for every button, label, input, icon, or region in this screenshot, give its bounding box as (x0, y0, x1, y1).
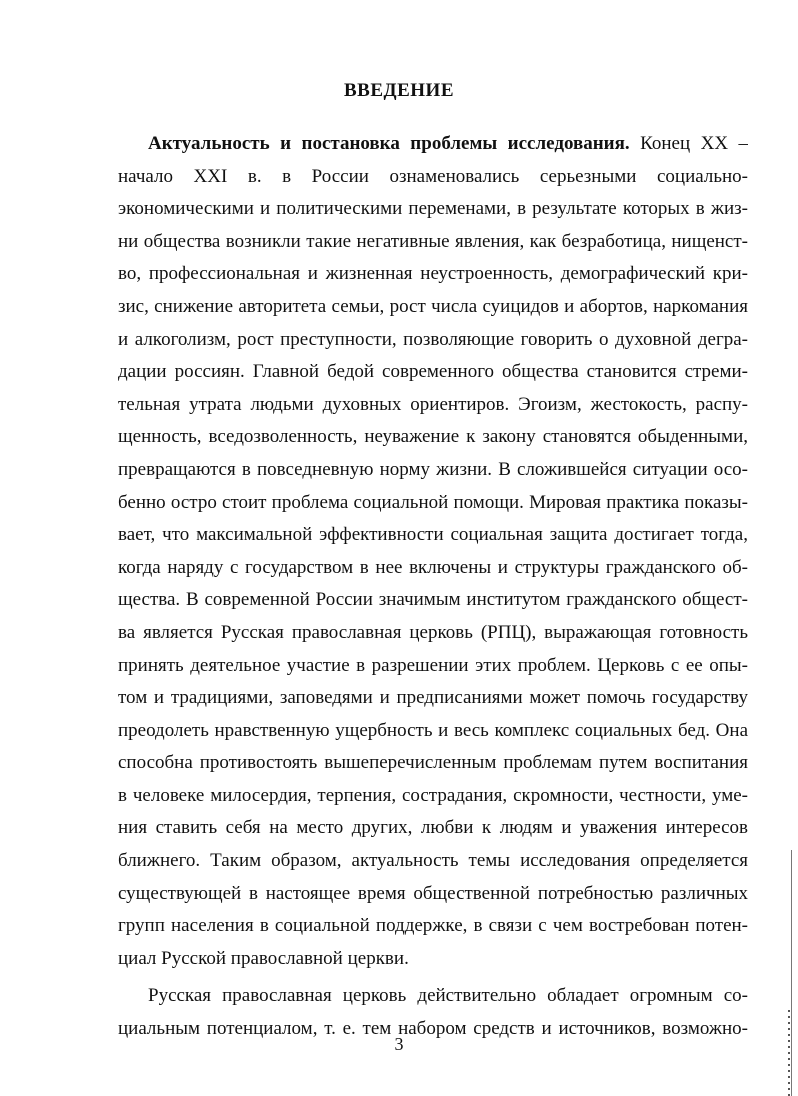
text-line: ни общества возникли такие негативные явления, как безработица, нищенст- (118, 230, 748, 252)
text-line: зис, снижение авторитета семьи, рост числа суицидов и абортов, наркомания (118, 295, 748, 317)
text-line: существующей в настоящее время общественной потребностью различных (118, 882, 748, 904)
section-lead: Актуальность и постановка проблемы исследования. (148, 133, 630, 154)
text-line: начало XXI в. в России ознаменовались серьезными социально- (118, 165, 748, 187)
scan-edge-line (791, 850, 792, 1096)
text-line: групп населения в социальной поддержке, в связи с чем востребован потен- (118, 915, 748, 937)
text-line: преодолеть нравственную ущербность и весь комплекс социальных бед. Она (118, 719, 748, 741)
body-text (118, 128, 748, 1046)
text-line: Русская православная церковь действительно обладает огромным со- (148, 985, 748, 1007)
text-line: бенно остро стоит проблема социальной помощи. Мировая практика показы- (118, 491, 748, 513)
text-line (118, 128, 748, 161)
page-title: ВВЕДЕНИЕ (344, 80, 454, 101)
scan-edge-marks (788, 1010, 790, 1096)
text-fragment: Конец XX – (640, 133, 748, 154)
text-line: дации россиян. Главной бедой современного общества становится стреми- (118, 361, 748, 383)
text-line: превращаются в повседневную норму жизни. В сложившейся ситуации осо- (118, 458, 748, 480)
text-line: щества. В современной России значимым институтом гражданского общест- (118, 589, 748, 611)
text-line: вает, что максимальной эффективности социальная защита достигает тогда, (118, 524, 748, 546)
text-line: способна противостоять вышеперечисленным проблемам путем воспитания (118, 752, 748, 774)
text-line: в человеке милосердия, терпения, сострадания, скромности, честности, уме- (118, 784, 748, 806)
text-line: во, профессиональная и жизненная неустроенность, демографический кри- (118, 263, 748, 285)
text-line: ния ставить себя на место других, любви к людям и уважения интересов (118, 817, 748, 839)
text-line: ближнего. Таким образом, актуальность темы исследования определяется (118, 850, 748, 872)
text-line: тельная утрата людьми духовных ориентиров. Эгоизм, жестокость, распу- (118, 393, 748, 415)
text-line: циал Русской православной церкви. (118, 947, 409, 969)
text-line: и алкоголизм, рост преступности, позволяющие говорить о духовной дегра- (118, 328, 748, 350)
text-line: циальным потенциалом, т. е. тем набором средств и источников, возможно- (118, 1018, 748, 1040)
text-line: принять деятельное участие в разрешении этих проблем. Церковь с ее опы- (118, 654, 748, 676)
text-line: ва является Русская православная церковь (РПЦ), выражающая готовность (118, 621, 748, 643)
page-number: 3 (394, 1034, 404, 1054)
text-line: том и традициями, заповедями и предписаниями может помочь государству (118, 687, 748, 709)
text-line: когда наряду с государством в нее включены и структуры гражданского об- (118, 556, 748, 578)
text-line: экономическими и политическими переменами, в результате которых в жиз- (118, 198, 748, 220)
text-line: щенность, вседозволенность, неуважение к закону становятся обыденными, (118, 426, 748, 448)
